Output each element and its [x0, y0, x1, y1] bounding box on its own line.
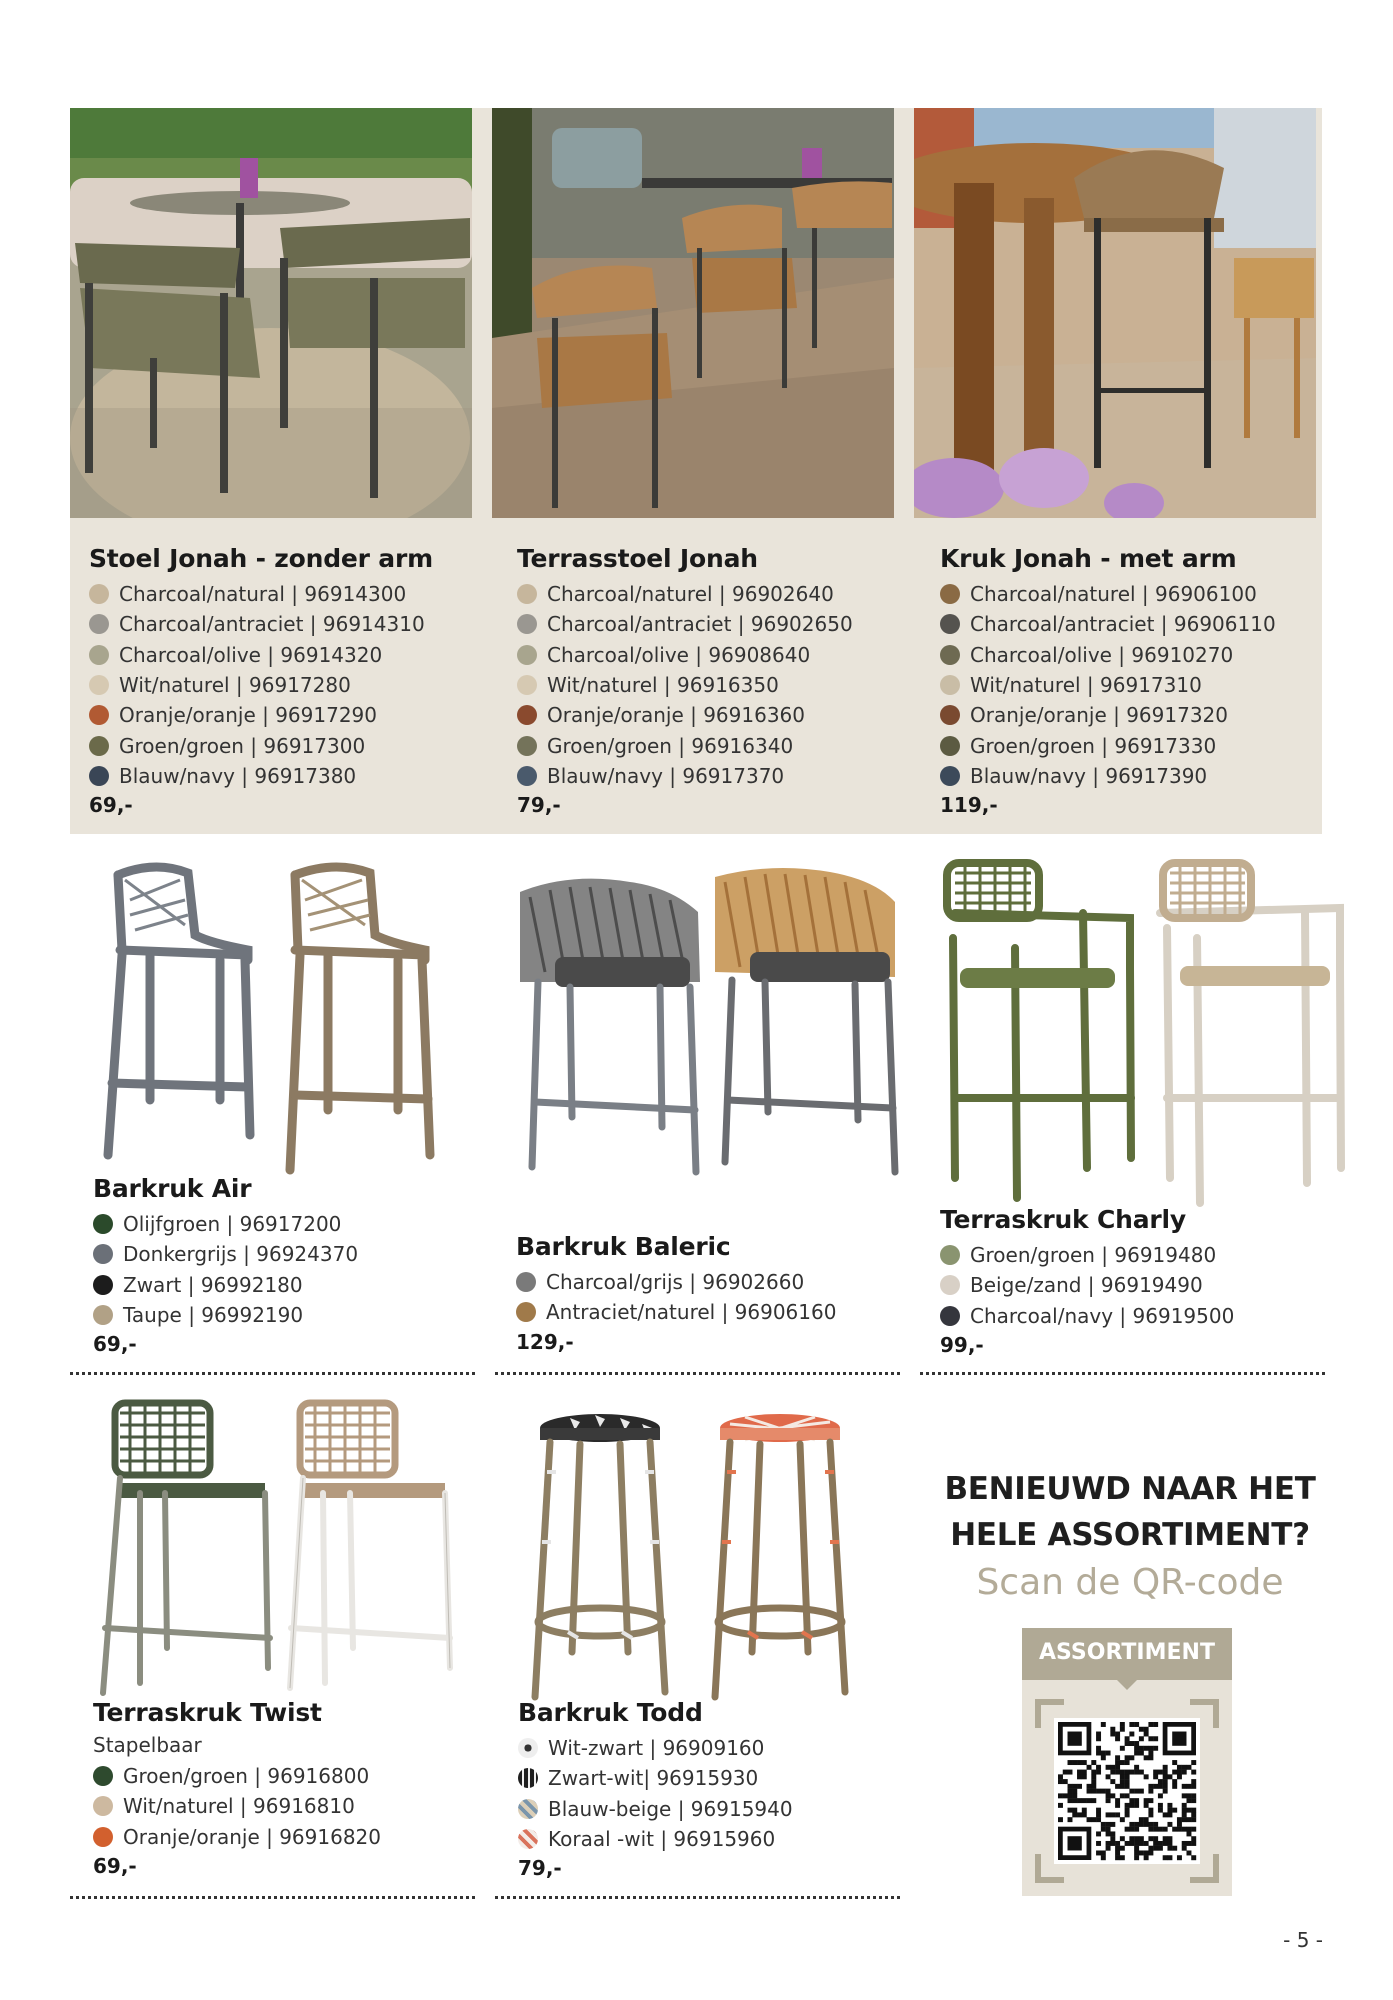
- variant-row: Donkergrijs | 96924370: [93, 1239, 358, 1269]
- promo-block: [920, 1466, 1340, 1603]
- color-swatch: [517, 736, 537, 756]
- color-swatch: [89, 614, 109, 634]
- variant-row: Groen/groen | 96916800: [93, 1761, 381, 1791]
- divider: [70, 1372, 475, 1375]
- color-swatch: [940, 1306, 960, 1326]
- qr-tag: ASSORTIMENT: [1022, 1628, 1232, 1680]
- product-terraskruk-charly: [940, 1205, 1234, 1357]
- color-swatch: [516, 1272, 536, 1292]
- product-stoel-jonah: [89, 544, 433, 817]
- color-swatch: [518, 1738, 538, 1758]
- photo-terrasstoel-jonah: [492, 108, 894, 518]
- color-swatch: [93, 1244, 113, 1264]
- product-title: Terraskruk Twist: [93, 1698, 322, 1727]
- product-price: 69,-: [89, 793, 133, 818]
- variant-row: Groen/groen | 96917300: [89, 730, 433, 760]
- divider: [70, 1896, 475, 1899]
- color-swatch: [518, 1799, 538, 1819]
- variant-row: Blauw-beige | 96915940: [518, 1794, 793, 1824]
- color-swatch: [516, 1302, 536, 1322]
- variant-row: Wit/naturel | 96916350: [517, 670, 853, 700]
- variant-row: Charcoal/antraciet | 96906110: [940, 609, 1276, 639]
- color-swatch: [940, 645, 960, 665]
- color-swatch: [517, 705, 537, 725]
- divider: [495, 1896, 900, 1899]
- variant-row: Groen/groen | 96917330: [940, 730, 1276, 760]
- product-title: Barkruk Todd: [518, 1698, 703, 1727]
- product-title: Barkruk Air: [93, 1174, 252, 1203]
- product-terraskruk-twist: [93, 1698, 381, 1878]
- product-barkruk-todd: [518, 1698, 793, 1880]
- color-swatch: [517, 614, 537, 634]
- product-title: Stoel Jonah - zonder arm: [89, 544, 433, 573]
- product-title: Terrasstoel Jonah: [517, 544, 758, 573]
- photo-kruk-jonah: [914, 108, 1316, 518]
- color-swatch: [940, 736, 960, 756]
- variant-row: Wit-zwart | 96909160: [518, 1733, 793, 1763]
- photo-stoel-jonah: [70, 108, 472, 518]
- divider: [495, 1372, 900, 1375]
- variant-row: Wit/naturel | 96916810: [93, 1791, 381, 1821]
- color-swatch: [89, 584, 109, 604]
- color-swatch: [93, 1827, 113, 1847]
- color-swatch: [93, 1796, 113, 1816]
- variant-row: Charcoal/grijs | 96902660: [516, 1267, 836, 1297]
- color-swatch: [940, 766, 960, 786]
- variant-row: Charcoal/olive | 96910270: [940, 640, 1276, 670]
- variant-row: Oranje/oranje | 96917320: [940, 700, 1276, 730]
- color-swatch: [89, 645, 109, 665]
- variant-row: Charcoal/antraciet | 96914310: [89, 609, 433, 639]
- variant-row: Oranje/oranje | 96917290: [89, 700, 433, 730]
- product-title: Kruk Jonah - met arm: [940, 544, 1237, 573]
- variant-row: Zwart | 96992180: [93, 1270, 358, 1300]
- variant-row: Oranje/oranje | 96916820: [93, 1822, 381, 1852]
- qr-code-icon[interactable]: [1034, 1698, 1220, 1884]
- product-price: 99,-: [940, 1332, 984, 1357]
- color-swatch: [93, 1305, 113, 1325]
- variant-row: Blauw/navy | 96917370: [517, 761, 853, 791]
- product-title: Terraskruk Charly: [940, 1205, 1186, 1234]
- color-swatch: [93, 1766, 113, 1786]
- product-price: 119,-: [940, 793, 998, 818]
- variant-row: Charcoal/navy | 96919500: [940, 1301, 1234, 1331]
- variant-row: Blauw/navy | 96917390: [940, 761, 1276, 791]
- color-swatch: [517, 675, 537, 695]
- image-terraskruk-charly: [935, 858, 1355, 1213]
- color-swatch: [940, 675, 960, 695]
- variant-row: Zwart-wit| 96915930: [518, 1763, 793, 1793]
- color-swatch: [940, 584, 960, 604]
- image-barkruk-air: [100, 855, 450, 1180]
- color-swatch: [940, 614, 960, 634]
- color-swatch: [517, 584, 537, 604]
- page-number: - 5 -: [1283, 1928, 1323, 1952]
- promo-heading-line1: BENIEUWD NAAR HET: [944, 1471, 1316, 1507]
- variant-row: Blauw/navy | 96917380: [89, 761, 433, 791]
- variant-row: Charcoal/natural | 96914300: [89, 579, 433, 609]
- color-swatch: [518, 1768, 538, 1788]
- variant-row: Olijfgroen | 96917200: [93, 1209, 358, 1239]
- color-swatch: [940, 1245, 960, 1265]
- variant-row: Wit/naturel | 96917310: [940, 670, 1276, 700]
- product-price: 79,-: [518, 1856, 562, 1881]
- product-price: 69,-: [93, 1332, 137, 1357]
- variant-row: Wit/naturel | 96917280: [89, 670, 433, 700]
- variant-row: Charcoal/naturel | 96902640: [517, 579, 853, 609]
- variant-row: Antraciet/naturel | 96906160: [516, 1297, 836, 1327]
- color-swatch: [517, 645, 537, 665]
- product-subtitle: Stapelbaar: [93, 1733, 202, 1757]
- variant-row: Charcoal/naturel | 96906100: [940, 579, 1276, 609]
- product-terrasstoel-jonah: [517, 544, 853, 817]
- variant-row: Beige/zand | 96919490: [940, 1270, 1234, 1300]
- product-price: 79,-: [517, 793, 561, 818]
- product-price: 69,-: [93, 1853, 137, 1878]
- image-barkruk-todd: [530, 1412, 870, 1707]
- promo-subheading: Scan de QR-code: [976, 1562, 1284, 1603]
- color-swatch: [89, 705, 109, 725]
- qr-card: [1022, 1628, 1232, 1896]
- product-barkruk-air: [93, 1174, 358, 1356]
- color-swatch: [940, 1275, 960, 1295]
- color-swatch: [518, 1829, 538, 1849]
- variant-row: Taupe | 96992190: [93, 1300, 358, 1330]
- color-swatch: [89, 766, 109, 786]
- product-barkruk-baleric: [516, 1232, 836, 1354]
- color-swatch: [89, 675, 109, 695]
- color-swatch: [93, 1275, 113, 1295]
- color-swatch: [940, 705, 960, 725]
- image-terraskruk-twist: [95, 1398, 465, 1703]
- variant-row: Groen/groen | 96916340: [517, 730, 853, 760]
- variant-row: Charcoal/antraciet | 96902650: [517, 609, 853, 639]
- variant-row: Oranje/oranje | 96916360: [517, 700, 853, 730]
- variant-row: Charcoal/olive | 96914320: [89, 640, 433, 670]
- product-price: 129,-: [516, 1329, 574, 1354]
- variant-row: Groen/groen | 96919480: [940, 1240, 1234, 1270]
- promo-heading-line2: HELE ASSORTIMENT?: [950, 1517, 1310, 1553]
- product-title: Barkruk Baleric: [516, 1232, 731, 1261]
- image-barkruk-baleric: [510, 862, 900, 1197]
- color-swatch: [93, 1214, 113, 1234]
- variant-row: Koraal -wit | 96915960: [518, 1824, 793, 1854]
- product-kruk-jonah: [940, 544, 1276, 817]
- color-swatch: [517, 766, 537, 786]
- divider: [920, 1372, 1325, 1375]
- color-swatch: [89, 736, 109, 756]
- variant-row: Charcoal/olive | 96908640: [517, 640, 853, 670]
